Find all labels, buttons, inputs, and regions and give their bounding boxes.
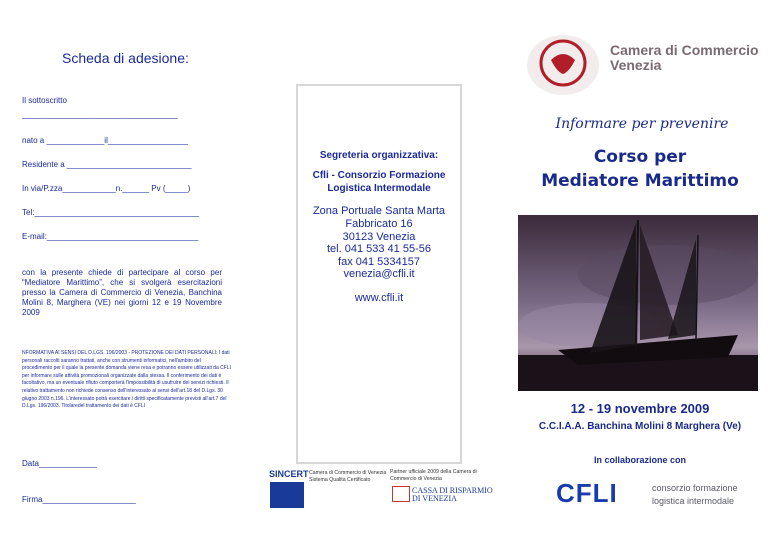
secretariat-heading: Segreteria organizzativa:	[319, 150, 439, 161]
partner-caption-1: Partner ufficiale 2009 della Camera di	[390, 469, 477, 475]
course-dates: 12 - 19 novembre 2009	[570, 401, 710, 416]
fax: fax 041 5334157	[338, 256, 420, 268]
residence-field[interactable]: Residente a ____________________________	[22, 160, 192, 169]
sincert-caption-2: Sistema Qualità Certificato	[309, 477, 371, 483]
sottoscritto-field[interactable]: ___________________________________	[22, 110, 178, 119]
address-1: Zona Portuale Santa Marta	[312, 205, 446, 217]
cfli-tagline-2: logistica intermodale	[652, 496, 735, 506]
cfli-tagline	[652, 482, 738, 508]
email-link[interactable]: venezia@cfli.it	[343, 268, 415, 280]
cfli-logo: CFLI	[556, 478, 618, 508]
course-title	[520, 145, 760, 193]
course-title-2: Mediatore Marittimo	[541, 171, 739, 191]
org-name-1: Cfli - Consorzio Formazione	[312, 170, 446, 181]
phone: tel. 041 533 41 55-56	[327, 243, 431, 255]
cassa-name-2: DI VENEZIA	[412, 494, 457, 503]
chamber-name-1: Camera di Commercio	[610, 42, 759, 58]
chamber-name-2: Venezia	[610, 57, 662, 73]
chamber-name	[610, 43, 759, 73]
address-field[interactable]: In via/P.zza____________n.______ Pv (_____)	[22, 184, 191, 193]
course-location: C.C.I.A.A. Banchina Molini 8 Marghera (Ve)	[538, 421, 742, 432]
form-title: Scheda di adesione:	[62, 50, 189, 66]
address-3: 30123 Venezia	[342, 231, 416, 243]
cassa-logo-icon	[392, 486, 410, 502]
address-2: Fabbricato 16	[345, 218, 413, 230]
email-field[interactable]: E-mail:__________________________________	[22, 232, 199, 241]
sottoscritto-label: Il sottoscritto	[22, 96, 67, 105]
date-field[interactable]: Data_____________	[22, 459, 97, 468]
signature-field[interactable]: Firma_____________________	[22, 495, 136, 504]
sincert-caption-1: Camera di Commercio di Venezia	[309, 470, 387, 476]
sincert-badge	[270, 482, 304, 508]
cfli-tagline-1: consorzio formazione	[652, 483, 738, 493]
privacy-notice: NFORMATIVA AI SENSI DEL D.LGS. 196/2003 - PROTEZIONE DEI DATI PERSONALI: I dati personali raccolti saranno trattati, anche con strumenti informatici, nell'ambito del procedimento per il quale la presente domanda viene resa e potranno essere utilizzati da CFLI per informare sulle attività promozionali organizzate dalla stessa. Il conferimento dei dati è facoltativo, ma un eventuale rifiuto comporterà l'impossibilità di usufruire dei servizi richiesti. Il relativo trattamento non richiede consenso dell'interessato ai sensi dell'art.18 del D.Lgs. 30 giugno 2003 n.196. L'interessato potrà esercitare i diritti specificatamente previsti all'art.7 del D.Lgs. 196/2003. Titolaredel trattamento dei dati è CFLI	[22, 350, 232, 410]
website-link[interactable]: www.cfli.it	[354, 292, 404, 304]
sailboat-photo	[518, 215, 758, 391]
partner-caption-2: Commercio di Venezia	[390, 476, 442, 482]
phone-field[interactable]: Tel:_____________________________________	[22, 208, 200, 217]
birth-field[interactable]: nato a _____________il__________________	[22, 136, 188, 145]
sincert-logo: SINCERT	[269, 469, 309, 479]
org-name-2: Logistica Intermodale	[327, 183, 431, 194]
collaboration-label: In collaborazione con	[593, 455, 686, 465]
cassa-name-1: CASSA DI RISPARMIO	[412, 486, 493, 495]
request-text: con la presente chiede di partecipare al corso per “Mediatore Marittimo”, che si svolgerà esercitazioni presso la Camera di Commercio di Venezia, Banchina Molini 8, Marghera (VE) nei giorni 12 e 19 Novembre 2009	[22, 268, 222, 317]
left-panel	[0, 0, 256, 543]
subtitle: Informare per prevenire	[555, 116, 729, 132]
course-title-1: Corso per	[593, 147, 687, 167]
